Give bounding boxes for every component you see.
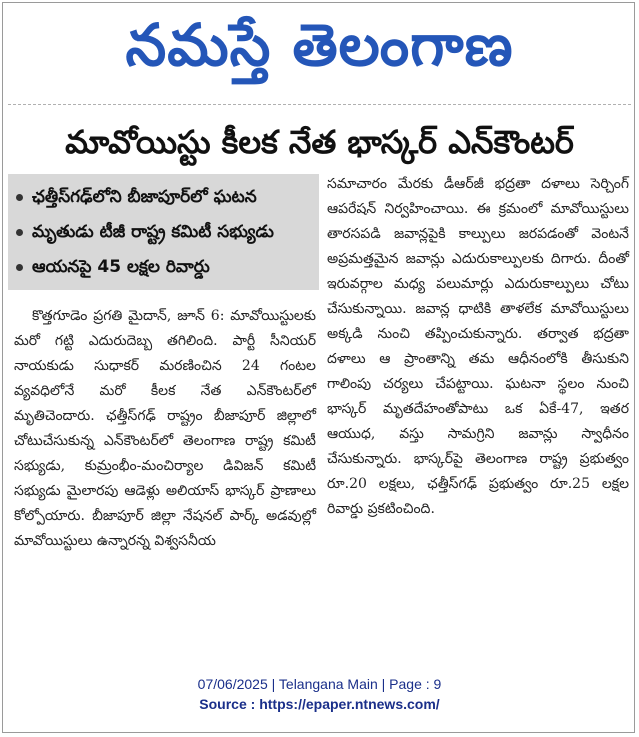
bullet-icon [16, 264, 23, 271]
highlight-text: మృతుడు టీజీ రాష్ట్ర కమిటీ సభ్యుడు [32, 222, 274, 242]
highlight-text: ఆయనపై 45 లక్షల రివార్డు [32, 257, 210, 277]
highlight-text: ఛత్తీస్‌గఢ్‌లోని బీజాపూర్‌లో ఘటన [32, 187, 257, 207]
highlights-box [8, 174, 319, 290]
highlight-item [8, 180, 319, 215]
article-body-right-column [327, 172, 629, 522]
article-headline: మావోయిస్టు కీలక నేత భాస్కర్ ఎన్‌కౌంటర్ [65, 123, 574, 161]
highlight-item [8, 215, 319, 250]
article-paragraph: కొత్తగూడెం ప్రగతి మైదాన్, జూన్ 6: మావోయిస్టులకు మరో గట్టి ఎదురుదెబ్బ తగిలింది. పార్టీ సీనియర్ నాయకుడు సుధాకర్ మరణించిన 24 గంటల వ్యవధిలోనే మరో కీలక నేత ఎన్‌కౌంటర్‌లో మృతిచెందారు. ఛత్తీస్‌గఢ్ రాష్ట్రం బీజాపూర్ జిల్లాలో చోటుచేసుకున్న ఎన్‌కౌంటర్‌లో తెలంగాణ రాష్ట్ర కమిటీ సభ్యుడు, కుమ్రంభీం-మంచిర్యాల డివిజన్ కమిటీ సభ్యుడు మైలారపు ఆడెళ్లు అలియాస్ భాస్కర్ ప్రాణాలు కోల్పోయారు. బీజాపూర్ జిల్లా నేషనల్ పార్క్ అడవుల్లో మావోయిస్టులు ఉన్నారన్న విశ్వసనీయ [14, 308, 316, 549]
article-body-left-column [14, 304, 316, 554]
source-link[interactable]: Source : https://epaper.ntnews.com/ [199, 696, 440, 712]
article-paragraph: సమాచారం మేరకు డీఆర్‌జీ భద్రతా దళాలు సెర్చింగ్ ఆపరేషన్ నిర్వహించాయి. ఈ క్రమంలో మావోయిస్టులు తారసపడి జవాన్లపైకి కాల్పులు జరపడంతో వెంటనే అప్రమత్తమైన జవాన్లు ఎదురుకాల్పులకు దిగారు. దీంతో ఇరువర్గాల మధ్య పలుమార్లు ఎదురుకాల్పులు చోటు చేసుకున్నాయి. జవాన్ల ధాటికి తాళలేక మావోయిస్టులు అక్కడి నుంచి తప్పించుకున్నారు. తర్వాత భద్రతా దళాలు ఆ ప్రాంతాన్ని తమ ఆధీనంలోకి తీసుకుని గాలింపు చర్యలు చేపట్టాయి. ఘటనా స్థలం నుంచి భాస్కర్ మృతదేహంతోపాటు ఒక ఏకే-47, ఇతర ఆయుధ, వస్తు సామగ్రిని జవాన్లు స్వాధీనం చేసుకున్నారు. భాస్కర్‌పై తెలంగాణ రాష్ట్ర ప్రభుత్వం రూ.20 లక్షలు, ఛత్తీస్‌గఢ్ ప్రభుత్వం రూ.25 లక్షల రివార్డు ప్రకటించింది. [327, 176, 629, 517]
highlight-item [8, 250, 319, 285]
bullet-icon [16, 229, 23, 236]
newspaper-masthead: నమస్తే తెలంగాణ [125, 11, 514, 79]
bullet-icon [16, 194, 23, 201]
masthead-divider [8, 104, 631, 106]
edition-info: 07/06/2025 | Telangana Main | Page : 9 [197, 676, 442, 692]
